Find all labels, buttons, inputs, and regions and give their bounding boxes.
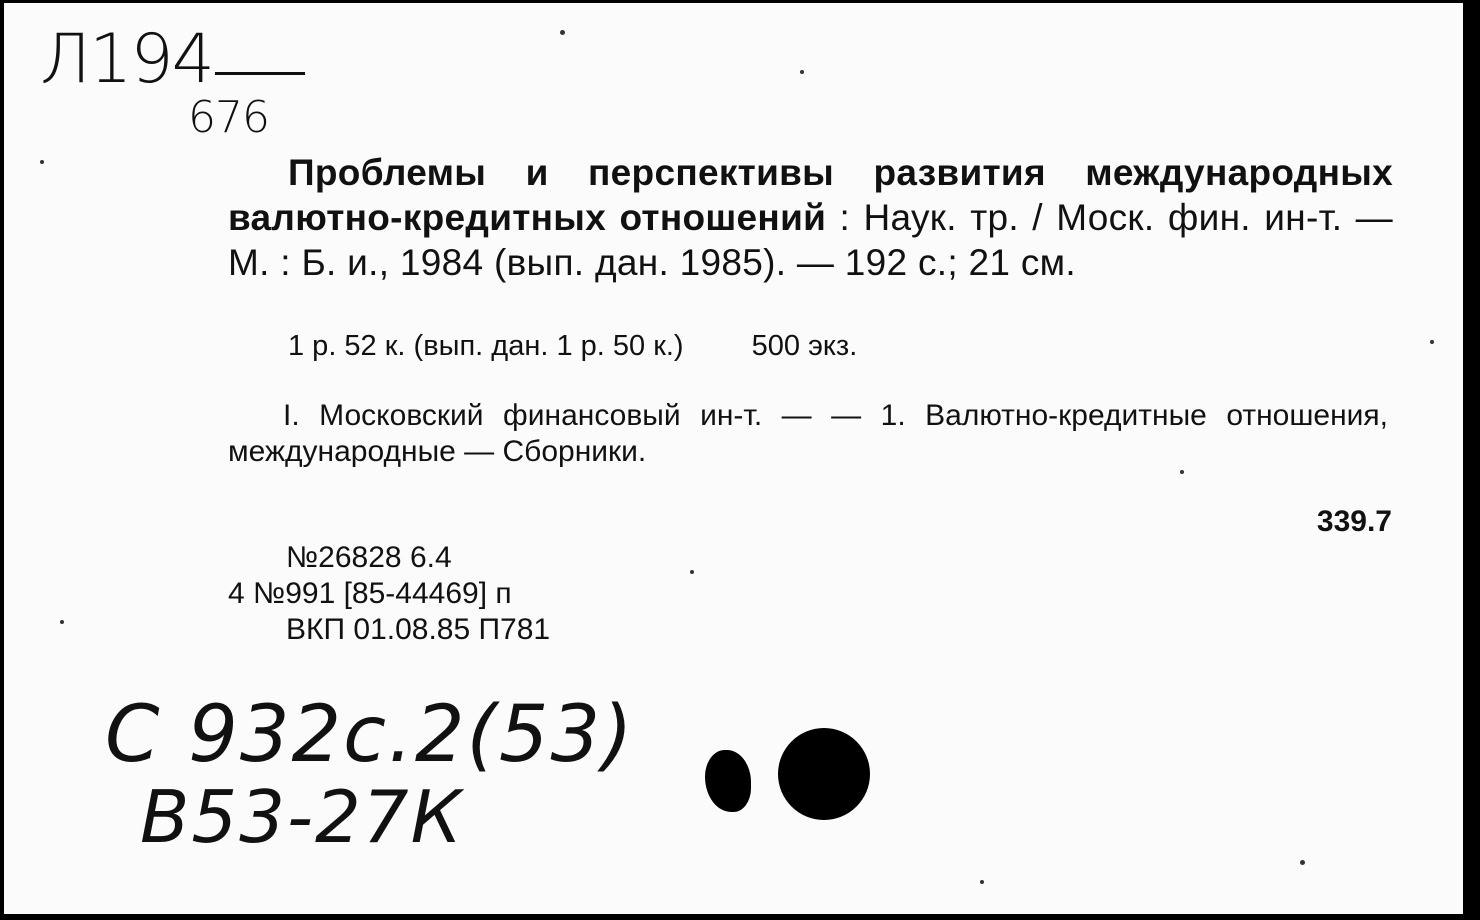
price-text: 1 р. 52 к. (вып. дан. 1 р. 50 к.) (288, 330, 684, 362)
punch-hole (778, 728, 870, 820)
admin-line-3: ВКП 01.08.85 П781 (286, 613, 551, 646)
speck (40, 160, 44, 164)
bibliographic-description (228, 150, 1393, 285)
speck (1430, 340, 1434, 344)
work-title: Проблемы и перспективы развития международных валютно-кредитных отношений (228, 152, 1393, 238)
card-edge-left (0, 0, 4, 920)
speck (690, 570, 694, 574)
tracings: I. Московский финансовый ин-т. — — 1. Валютно-кредитные отношения, международные — Сборники. (228, 399, 1388, 468)
class-number: 339.7 (1316, 505, 1392, 538)
speck (1180, 470, 1184, 474)
speck (800, 70, 804, 74)
ink-blot (705, 750, 751, 812)
shelfmark-top: Л194 (40, 20, 213, 99)
card-edge-bottom (0, 914, 1480, 920)
shelfmark-bottom: 676 (188, 92, 269, 143)
shelfmark-divider (215, 72, 305, 75)
speck (560, 30, 565, 35)
admin-block (228, 540, 550, 648)
admin-line-2: 4 №991 [85-44469] п (228, 577, 512, 610)
speck (1300, 860, 1305, 865)
publication-details: : Наук. тр. / Моск. фин. ин-т. — М. : Б. и., 1984 (вып. дан. 1985). — 192 с.; 21 см. (228, 197, 1393, 283)
speck (60, 620, 64, 624)
card-edge-top (0, 0, 1480, 3)
speck (980, 880, 984, 884)
handwritten-classification-1: С 932с.2(53) (105, 690, 635, 780)
print-run: 500 экз. (751, 330, 858, 362)
admin-line-1: №26828 6.4 (286, 541, 452, 574)
price-line (288, 330, 857, 363)
handwritten-classification-2: В53-27К (140, 775, 464, 859)
card-edge-right (1463, 0, 1480, 920)
